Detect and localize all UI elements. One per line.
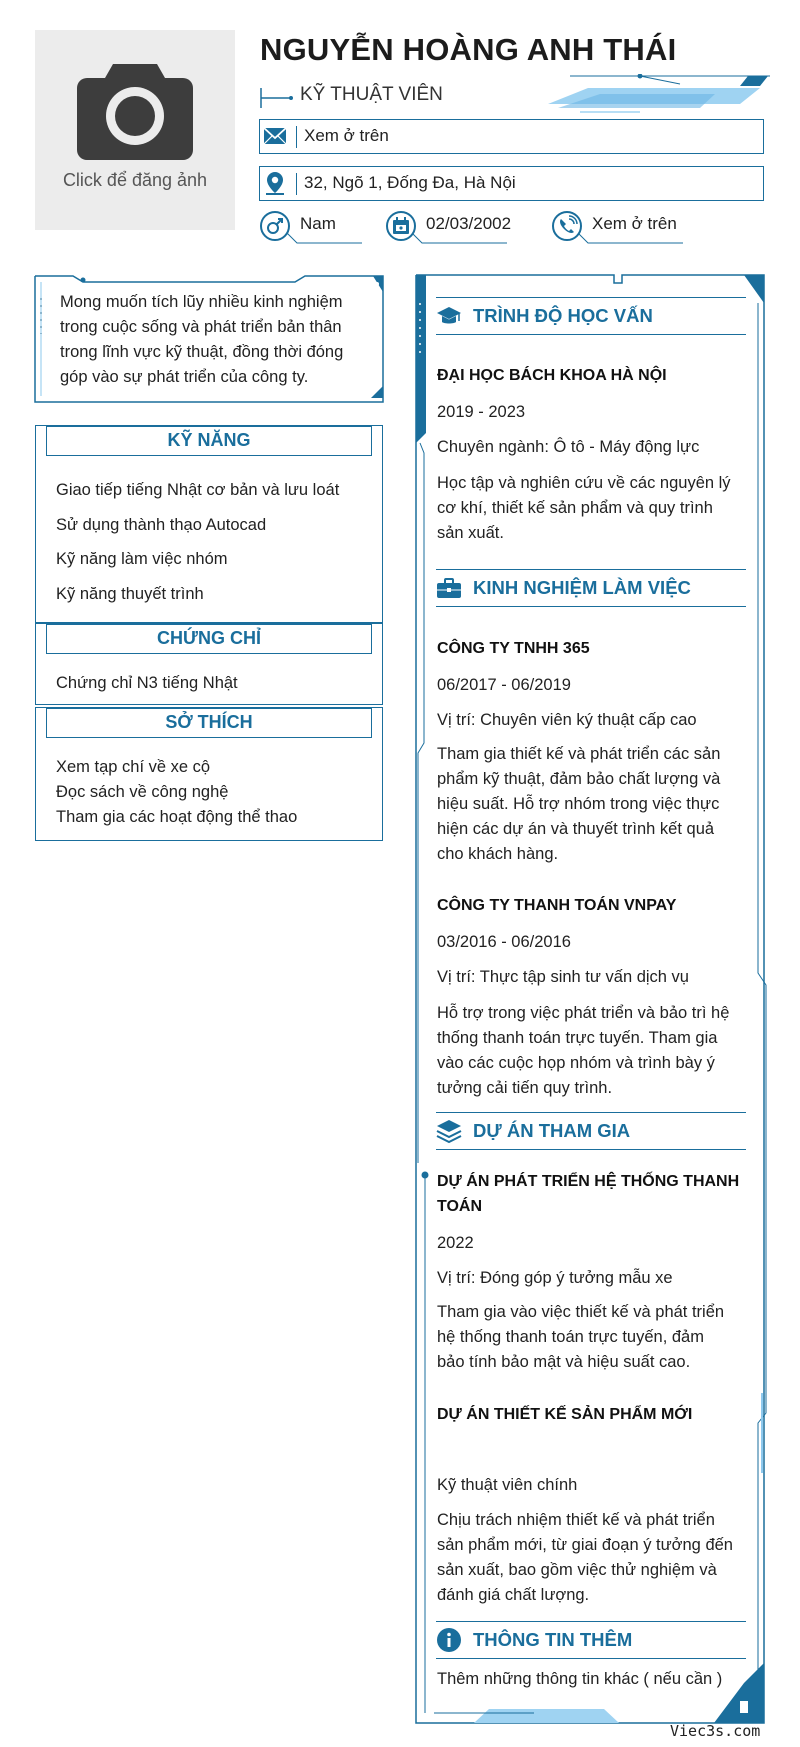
education-description[interactable] bbox=[437, 471, 747, 546]
description-line: hiệu suất. Hỗ trợ nhóm trong việc thực bbox=[437, 795, 720, 813]
camera-icon bbox=[75, 58, 195, 162]
description-line: phẩm kỹ thuật, đảm bảo chất lượng và bbox=[437, 770, 721, 788]
description-line: hệ thống thanh toán trực tuyến, đảm bbox=[437, 1328, 704, 1346]
email-value: Xem ở trên bbox=[304, 126, 389, 145]
description-line: sản xuất, bao gồm việc thử nghiệm và bbox=[437, 1561, 717, 1579]
education-heading[interactable] bbox=[436, 297, 746, 335]
skill-item[interactable]: Sử dụng thành thạo Autocad bbox=[56, 516, 267, 534]
gender-value[interactable]: Nam bbox=[300, 214, 336, 233]
description-line: sản phẩm mới, từ giai đoạn ý tưởng đến bbox=[437, 1536, 733, 1554]
phone-value[interactable]: Xem ở trên bbox=[592, 214, 677, 233]
description-line: Tham gia vào việc thiết kế và phát triển bbox=[437, 1303, 725, 1321]
more-info-heading[interactable] bbox=[436, 1621, 746, 1659]
description-line: Tham gia thiết kế và phát triển các sản bbox=[437, 745, 721, 763]
address-value: 32, Ngõ 1, Đống Đa, Hà Nội bbox=[304, 173, 516, 192]
description-line: bảo tính bảo mật và hiệu suất cao. bbox=[437, 1353, 691, 1371]
map-pin-icon bbox=[262, 170, 288, 196]
skills-section bbox=[35, 425, 383, 623]
objective-line: trong lĩnh vực kỹ thuật, đồng thời đóng bbox=[60, 343, 344, 361]
project-role[interactable]: Kỹ thuật viên chính bbox=[437, 1476, 578, 1494]
hobby-item[interactable]: Tham gia các hoạt động thể thao bbox=[56, 808, 298, 826]
job-description[interactable] bbox=[437, 1001, 747, 1101]
skill-item[interactable]: Giao tiếp tiếng Nhật cơ bản và lưu loát bbox=[56, 481, 340, 499]
job-period[interactable]: 03/2016 - 06/2016 bbox=[437, 933, 571, 951]
project-period[interactable]: 2022 bbox=[437, 1234, 474, 1252]
education-major[interactable]: Chuyên ngành: Ô tô - Máy động lực bbox=[437, 438, 700, 456]
certificates-heading[interactable]: CHỨNG CHỈ bbox=[46, 624, 372, 654]
project-name[interactable] bbox=[437, 1169, 747, 1219]
phone-underline bbox=[578, 232, 688, 252]
certificate-item[interactable]: Chứng chỉ N3 tiếng Nhật bbox=[56, 674, 238, 692]
description-line: vào các cuộc họp nhóm và trình bày ý bbox=[437, 1054, 715, 1072]
skills-heading[interactable]: KỸ NĂNG bbox=[46, 426, 372, 456]
photo-upload-area[interactable] bbox=[35, 30, 235, 230]
job-position[interactable]: Vị trí: Chuyên viên ký thuật cấp cao bbox=[437, 711, 697, 729]
hobbies-heading[interactable]: SỞ THÍCH bbox=[46, 708, 372, 738]
certificates-section bbox=[35, 623, 383, 705]
layers-icon bbox=[436, 1118, 462, 1144]
education-period[interactable]: 2019 - 2023 bbox=[437, 403, 526, 421]
description-line: tưởng cải tiến quy trình. bbox=[437, 1079, 613, 1097]
job-description[interactable] bbox=[437, 742, 747, 867]
description-line: cho khách hàng. bbox=[437, 845, 559, 863]
project-name-line: DỰ ÁN PHÁT TRIỂN HỆ THỐNG THANH bbox=[437, 1173, 740, 1190]
description-line: Học tập và nghiên cứu về các nguyên lý bbox=[437, 474, 731, 492]
project-role[interactable]: Vị trí: Đóng góp ý tưởng mẫu xe bbox=[437, 1269, 673, 1287]
envelope-icon bbox=[262, 123, 288, 149]
projects-heading[interactable] bbox=[436, 1112, 746, 1150]
objective-line: góp vào sự phát triển của công ty. bbox=[60, 368, 309, 386]
description-line: cơ khí, thiết kế sản phẩm và quy trình bbox=[437, 499, 713, 517]
skill-item[interactable]: Kỹ năng thuyết trình bbox=[56, 585, 204, 603]
job-period[interactable]: 06/2017 - 06/2019 bbox=[437, 676, 571, 694]
objective-line: trong cuộc sống và phát triển bản thân bbox=[60, 318, 342, 336]
header-decoration bbox=[540, 74, 772, 114]
job-company[interactable]: CÔNG TY TNHH 365 bbox=[437, 640, 590, 657]
description-line: thống thanh toán trực tuyến. Tham gia bbox=[437, 1029, 718, 1047]
description-line: hiện các dự án và thuyết trình kết quả bbox=[437, 820, 715, 838]
job-title[interactable]: KỸ THUẬT VIÊN bbox=[300, 84, 443, 105]
candidate-name[interactable]: NGUYỄN HOÀNG ANH THÁI bbox=[260, 32, 677, 67]
hobby-item[interactable]: Đọc sách về công nghệ bbox=[56, 783, 229, 801]
projects-title: DỰ ÁN THAM GIA bbox=[473, 1120, 631, 1141]
experience-title: KINH NGHIỆM LÀM VIỆC bbox=[473, 577, 691, 598]
hobby-item[interactable]: Xem tạp chí về xe cộ bbox=[56, 758, 211, 776]
experience-heading[interactable] bbox=[436, 569, 746, 607]
skill-item[interactable]: Kỹ năng làm việc nhóm bbox=[56, 550, 228, 568]
job-position[interactable]: Vị trí: Thực tập sinh tư vấn dịch vụ bbox=[437, 968, 689, 986]
project-name[interactable]: DỰ ÁN THIẾT KẾ SẢN PHẨM MỚI bbox=[437, 1406, 693, 1423]
project-description[interactable] bbox=[437, 1300, 747, 1375]
education-title: TRÌNH ĐỘ HỌC VẤN bbox=[473, 305, 653, 326]
objective-line: Mong muốn tích lũy nhiều kinh nghiệm bbox=[60, 293, 343, 311]
address-separator bbox=[296, 173, 297, 195]
more-info-text[interactable]: Thêm những thông tin khác ( nếu cần ) bbox=[437, 1670, 723, 1688]
description-line: Chịu trách nhiệm thiết kế và phát triển bbox=[437, 1511, 715, 1529]
project-description[interactable] bbox=[437, 1508, 747, 1608]
gender-underline bbox=[287, 232, 367, 252]
description-line: Hỗ trợ trong việc phát triển và bảo trì hệ bbox=[437, 1004, 730, 1022]
description-line: đánh giá chất lượng. bbox=[437, 1586, 590, 1604]
career-objective[interactable] bbox=[60, 290, 370, 390]
description-line: sản xuất. bbox=[437, 524, 504, 542]
project-name-line: TOÁN bbox=[437, 1198, 483, 1215]
title-marker-line bbox=[260, 88, 296, 108]
birthday-underline bbox=[412, 232, 512, 252]
footer-brand: Viec3s.com bbox=[670, 1722, 761, 1740]
email-separator bbox=[296, 126, 297, 148]
job-company[interactable]: CÔNG TY THANH TOÁN VNPAY bbox=[437, 897, 677, 914]
graduation-cap-icon bbox=[436, 303, 462, 329]
email-field[interactable] bbox=[259, 119, 764, 154]
address-field[interactable] bbox=[259, 166, 764, 201]
birthday-value[interactable]: 02/03/2002 bbox=[426, 214, 512, 233]
info-icon bbox=[436, 1627, 462, 1653]
briefcase-icon bbox=[436, 575, 462, 601]
photo-caption: Click để đăng ảnh bbox=[62, 170, 208, 190]
more-info-title: THÔNG TIN THÊM bbox=[473, 1629, 633, 1650]
hobbies-section bbox=[35, 707, 383, 841]
school-name[interactable]: ĐẠI HỌC BÁCH KHOA HÀ NỘI bbox=[437, 367, 667, 384]
